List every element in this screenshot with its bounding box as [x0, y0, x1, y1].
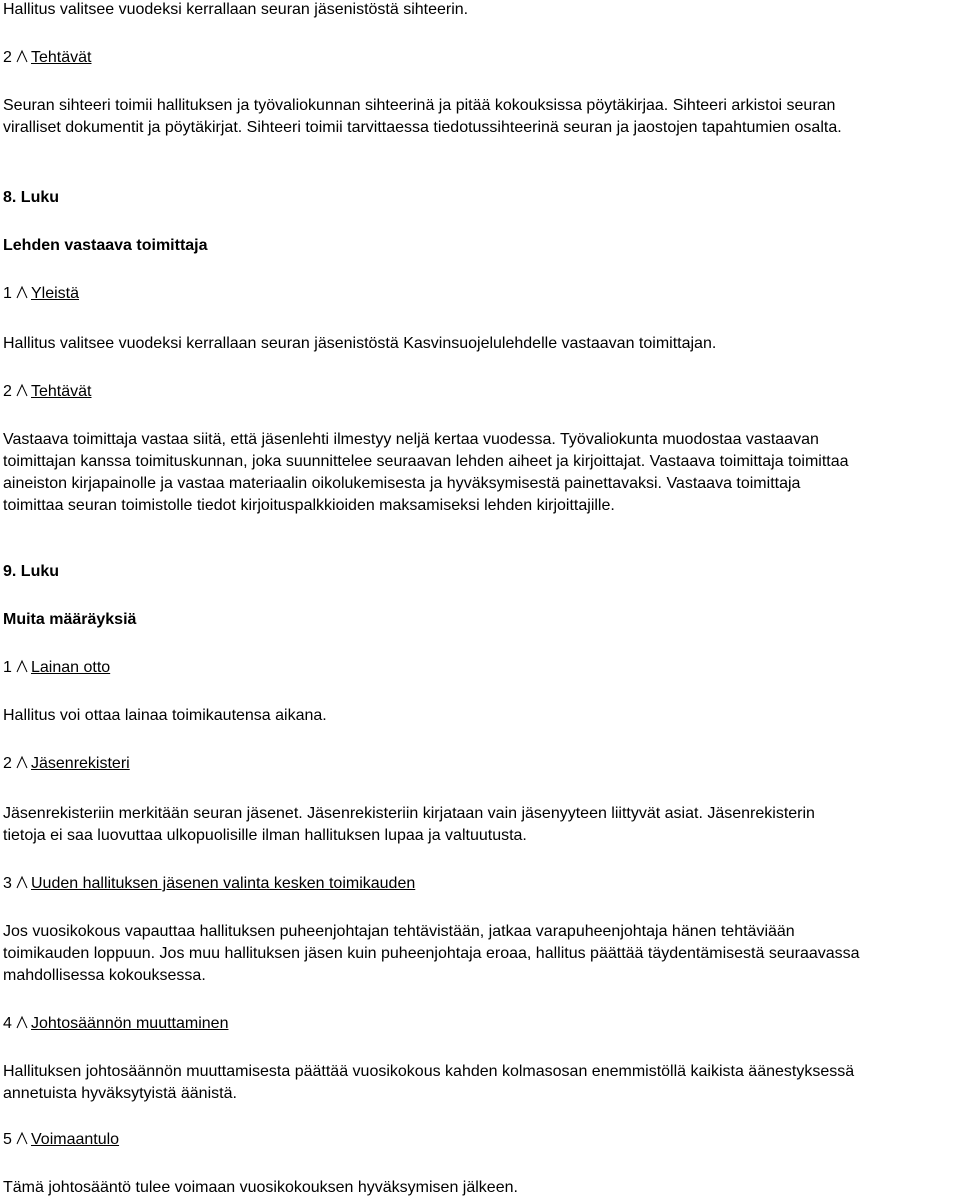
section-title: Voimaantulo	[31, 1131, 120, 1148]
section-heading	[3, 1014, 228, 1034]
chapter-title: Muita määräyksiä	[3, 611, 137, 628]
paragraph-line: mahdollisessa kokouksessa.	[3, 967, 206, 984]
paragraph-line: viralliset dokumentit ja pöytäkirjat. Sihteeri toimii tarvittaessa tiedotussihteerinä seuran ja jaostojen tapahtumien osalta.	[3, 119, 842, 136]
paragraph-line: Seuran sihteeri toimii hallituksen ja työvaliokunnan sihteerinä ja pitää kokouksissa pöytäkirjaa. Sihteeri arkistoi seuran	[3, 97, 836, 114]
section-heading	[3, 754, 130, 774]
paragraph-line: Hallituksen johtosäännön muuttamisesta päättää vuosikokous kahden kolmasosan enemmistöllä kaikista äänestyksessä	[3, 1063, 855, 1080]
section-title: Tehtävät	[31, 49, 92, 66]
section-sign-icon	[13, 875, 31, 889]
paragraph-line: Vastaava toimittaja vastaa siitä, että jäsenlehti ilmestyy neljä kertaa vuodessa. Työvaliokunta muodostaa vastaavan	[3, 431, 819, 448]
section-title: Jäsenrekisteri	[31, 755, 130, 772]
section-number: 3	[3, 875, 12, 892]
section-number: 2	[3, 383, 12, 400]
section-heading	[3, 658, 110, 678]
paragraph: Hallitus valitsee vuodeksi kerrallaan seuran jäsenistöstä sihteerin.	[3, 1, 469, 18]
section-sign-icon	[13, 1015, 31, 1029]
paragraph-line: annetuista hyväksytyistä äänistä.	[3, 1085, 237, 1102]
paragraph-line: toimittaa seuran toimistolle tiedot kirjoituspalkkioiden maksamiseksi lehden kirjoittajille.	[3, 497, 615, 514]
section-title: Lainan otto	[31, 659, 111, 676]
section-sign-icon	[13, 49, 31, 63]
section-heading	[3, 48, 91, 68]
section-heading	[3, 874, 415, 894]
section-title: Uuden hallituksen jäsenen valinta kesken toimikauden	[31, 875, 416, 892]
chapter-label: 8. Luku	[3, 189, 60, 206]
section-number: 4	[3, 1015, 12, 1032]
section-sign-icon	[13, 383, 31, 397]
section-heading	[3, 1130, 119, 1150]
section-number: 2	[3, 755, 12, 772]
section-heading	[3, 284, 79, 304]
chapter-title: Lehden vastaava toimittaja	[3, 237, 208, 254]
paragraph: Tämä johtosääntö tulee voimaan vuosikokouksen hyväksymisen jälkeen.	[3, 1179, 518, 1196]
section-heading	[3, 382, 91, 402]
section-title: Tehtävät	[31, 383, 92, 400]
section-number: 1	[3, 659, 12, 676]
section-title: Johtosäännön muuttaminen	[31, 1015, 229, 1032]
paragraph: Hallitus valitsee vuodeksi kerrallaan seuran jäsenistöstä Kasvinsuojelulehdelle vastaavan toimittajan.	[3, 335, 717, 352]
section-sign-icon	[13, 285, 31, 299]
paragraph: Hallitus voi ottaa lainaa toimikautensa aikana.	[3, 707, 327, 724]
paragraph-line: aineiston kirjapainolle ja vastaa materiaalin oikolukemisesta ja hyväksymisestä painettavaksi. Vastaava toimittaja	[3, 475, 801, 492]
section-sign-icon	[13, 1131, 31, 1145]
section-number: 5	[3, 1131, 12, 1148]
section-sign-icon	[13, 659, 31, 673]
paragraph-line: Jäsenrekisteriin merkitään seuran jäsenet. Jäsenrekisteriin kirjataan vain jäsenyyteen liittyvät asiat. Jäsenrekisterin	[3, 805, 815, 822]
section-sign-icon	[13, 755, 31, 769]
paragraph-line: tietoja ei saa luovuttaa ulkopuolisille ilman hallituksen lupaa ja valtuutusta.	[3, 827, 527, 844]
chapter-label: 9. Luku	[3, 563, 60, 580]
paragraph-line: toimikauden loppuun. Jos muu hallituksen jäsen kuin puheenjohtaja eroaa, hallitus päättää täydentämisestä seuraavassa	[3, 945, 860, 962]
paragraph-line: toimittajan kanssa toimituskunnan, joka suunnittelee seuraavan lehden aiheet ja kirjoittajat. Vastaava toimittaja toimittaa	[3, 453, 849, 470]
paragraph-line: Jos vuosikokous vapauttaa hallituksen puheenjohtajan tehtävistään, jatkaa varapuheenjohtaja hänen tehtäviään	[3, 923, 795, 940]
section-title: Yleistä	[31, 285, 80, 302]
section-number: 2	[3, 49, 12, 66]
section-number: 1	[3, 285, 12, 302]
